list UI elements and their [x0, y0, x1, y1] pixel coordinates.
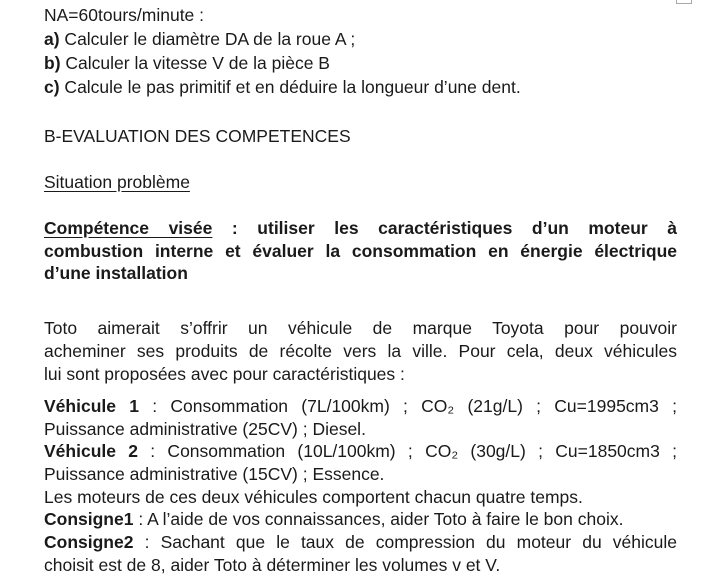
consigne-1 [44, 508, 623, 530]
consigne-2-text-1: : Sachant que le taux de compression du moteur du véhicule [133, 532, 677, 552]
vehicle-2-label: Véhicule 2 [44, 441, 138, 461]
vehicle-2-line-2: Puissance administrative (15CV) ; Essence. [44, 464, 385, 484]
vehicle-2-line-1 [44, 440, 677, 462]
question-a-text: Calculer le diamètre DA de la roue A ; [59, 29, 356, 49]
question-c-letter: c) [44, 77, 60, 97]
vehicle-1-line-1 [44, 395, 677, 417]
vehicle-1-specs: : Consommation (7L/100km) ; CO₂ (21g/L) ; Cu=1995cm3 ; [138, 396, 677, 416]
consigne-2-line-1 [44, 531, 677, 553]
section-heading: B-EVALUATION DES COMPETENCES [44, 126, 351, 146]
competence-label: Compétence visée [44, 218, 213, 238]
question-b [44, 52, 330, 74]
na-line: NA=60tours/minute : [44, 5, 205, 25]
context-line-2: acheminer ses produits de récolte vers la ville. Pour cela, deux véhicules [44, 341, 677, 361]
question-a-letter: a) [44, 29, 60, 49]
page-corner-mark [676, 0, 692, 4]
vehicle-1-line-2: Puissance administrative (25CV) ; Diesel. [44, 419, 366, 439]
competence-line-3: d’une installation [44, 263, 188, 283]
question-b-text: Calculer la vitesse V de la pièce B [60, 53, 330, 73]
vehicle-1-label: Véhicule 1 [44, 396, 139, 416]
competence-line-2: combustion interne et évaluer la consommation en énergie électrique [44, 241, 677, 261]
context-line-1: Toto aimerait s’offrir un véhicule de marque Toyota pour pouvoir [44, 318, 677, 338]
vehicle-2-specs: : Consommation (10L/100km) ; CO₂ (30g/L) ; Cu=1850cm3 ; [138, 441, 677, 461]
question-c-text: Calcule le pas primitif et en déduire la longueur d’une dent. [59, 77, 521, 97]
engines-line: Les moteurs de ces deux véhicules comportent chacun quatre temps. [44, 487, 583, 507]
question-a [44, 28, 355, 50]
question-c [44, 76, 521, 98]
consigne-2-label: Consigne2 [44, 532, 134, 552]
consigne-1-text: : A l’aide de vos connaissances, aider Toto à faire le bon choix. [133, 509, 624, 529]
consigne-1-label: Consigne1 [44, 509, 134, 529]
situation-heading: Situation problème [44, 172, 190, 192]
consigne-2-line-2: choisit est de 8, aider Toto à déterminer les volumes v et V. [44, 555, 501, 575]
competence-text-1: : utiliser les caractéristiques d’un moteur à [212, 218, 677, 238]
question-b-letter: b) [44, 53, 61, 73]
competence-line-1 [44, 217, 677, 239]
context-line-3: lui sont proposées avec pour caractéristiques : [44, 364, 405, 384]
